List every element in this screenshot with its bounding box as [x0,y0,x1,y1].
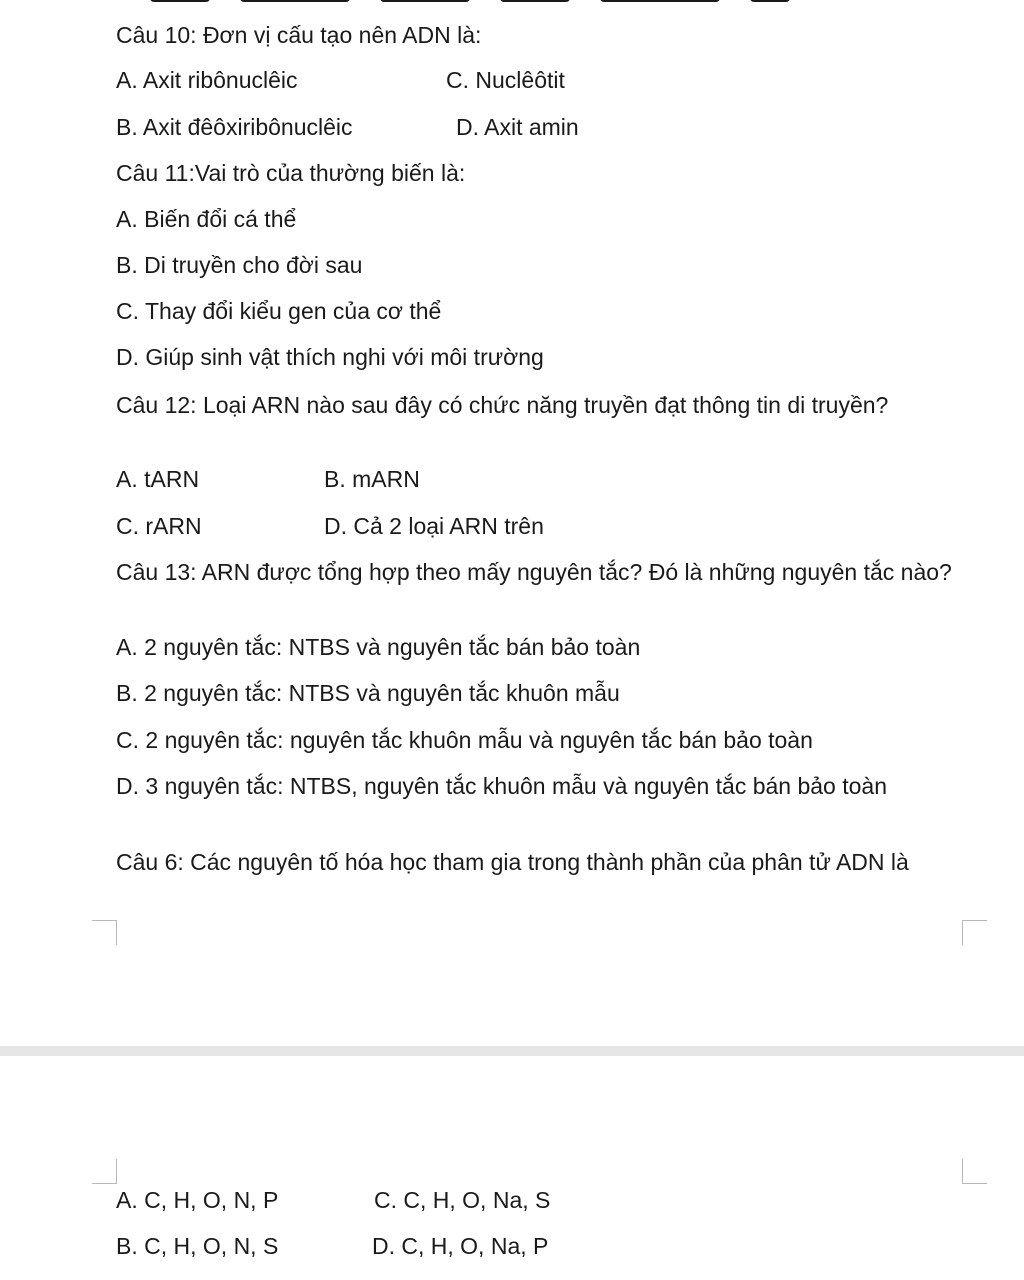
question-13-stem: Câu 13: ARN được tổng hợp theo mấy nguyên tắc? Đó là những nguyên tắc nào? [116,559,952,585]
cropped-text-line [0,0,1024,6]
question-13-option-c: C. 2 nguyên tắc: nguyên tắc khuôn mẫu và nguyên tắc bán bảo toàn [116,727,813,753]
margin-corner-mark [92,1159,117,1184]
page-break [0,1046,1024,1056]
question-10-option-c: C. Nuclêôtit [446,67,565,93]
margin-corner-mark [92,920,117,945]
question-10-option-d: D. Axit amin [456,114,579,140]
question-13-option-b: B. 2 nguyên tắc: NTBS và nguyên tắc khuôn mẫu [116,680,620,706]
question-6-option-d: D. C, H, O, Na, P [372,1233,549,1259]
question-10-stem: Câu 10: Đơn vị cấu tạo nên ADN là: [116,22,482,48]
question-11-option-b: B. Di truyền cho đời sau [116,252,363,278]
question-11-option-a: A. Biến đổi cá thể [116,206,297,232]
question-11-option-c: C. Thay đổi kiểu gen của cơ thể [116,298,442,324]
question-13-option-a: A. 2 nguyên tắc: NTBS và nguyên tắc bán bảo toàn [116,634,641,660]
question-11-stem: Câu 11:Vai trò của thường biến là: [116,160,466,186]
question-12-option-a: A. tARN [116,466,200,492]
question-6-option-a: A. C, H, O, N, P [116,1187,279,1213]
question-12-stem: Câu 12: Loại ARN nào sau đây có chức năng truyền đạt thông tin di truyền? [116,392,889,418]
question-10-option-a: A. Axit ribônuclêic [116,67,298,93]
question-6-option-c: C. C, H, O, Na, S [374,1187,551,1213]
question-12-option-d: D. Cả 2 loại ARN trên [324,513,544,539]
question-12-option-c: C. rARN [116,513,202,539]
margin-corner-mark [962,1159,987,1184]
question-10-option-b: B. Axit đêôxiribônuclêic [116,114,353,140]
margin-corner-mark [962,920,987,945]
document-page-2 [0,1056,1024,1280]
question-12-option-b: B. mARN [324,466,420,492]
question-6-stem: Câu 6: Các nguyên tố hóa học tham gia trong thành phần của phân tử ADN là [116,849,909,875]
question-13-option-d: D. 3 nguyên tắc: NTBS, nguyên tắc khuôn mẫu và nguyên tắc bán bảo toàn [116,773,888,799]
question-11-option-d: D. Giúp sinh vật thích nghi với môi trường [116,344,544,370]
question-6-option-b: B. C, H, O, N, S [116,1233,279,1259]
